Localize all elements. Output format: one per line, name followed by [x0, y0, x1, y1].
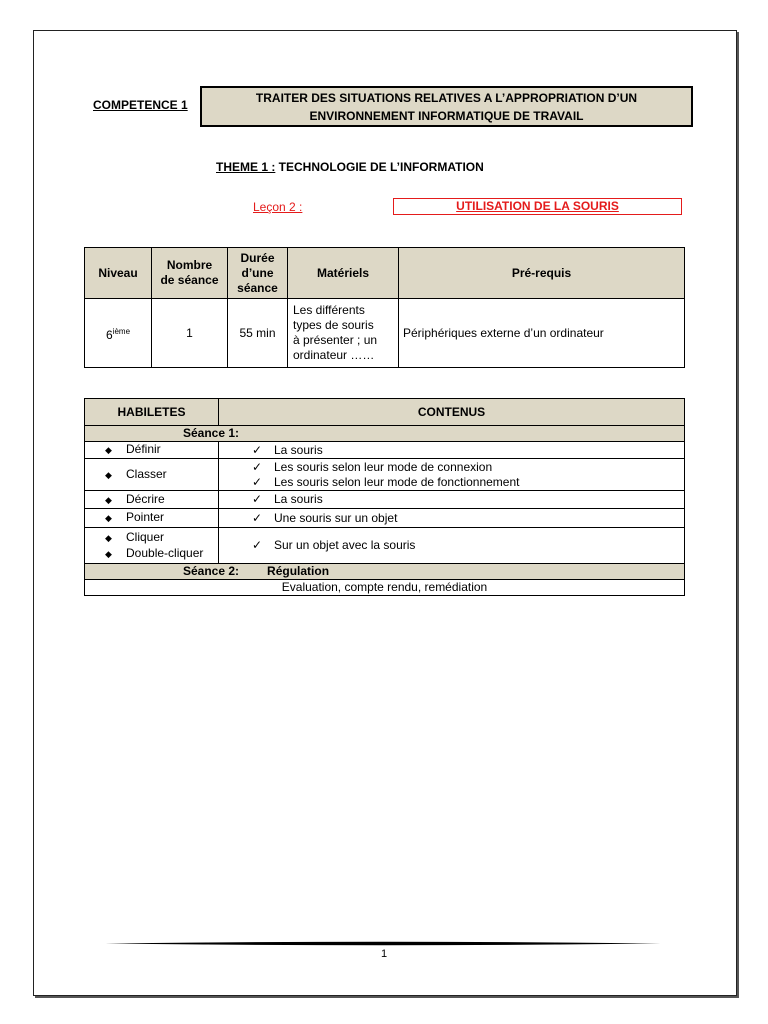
theme-name: TECHNOLOGIE DE L’INFORMATION	[275, 160, 484, 174]
lesson-info-table	[84, 247, 685, 368]
theme-prefix: THEME 1 :	[216, 160, 276, 174]
seance2-label: Séance 2:	[183, 564, 240, 578]
checkmark-icon: ✓	[252, 474, 263, 489]
lecon-label: Leçon 2 :	[253, 200, 303, 214]
diamond-bullet-icon: ◆	[105, 548, 112, 559]
competence-title-box	[200, 86, 693, 127]
competence-title-line2: ENVIRONNEMENT INFORMATIQUE DE TRAVAIL	[309, 108, 584, 123]
contenu-cell: ✓ La souris	[219, 442, 685, 459]
skills-header-row	[85, 399, 685, 426]
diamond-bullet-icon: ◆	[105, 469, 112, 480]
header-materiels: Matériels	[288, 248, 399, 299]
checkmark-icon: ✓	[252, 459, 263, 474]
checkmark-icon: ✓	[252, 492, 263, 506]
seance2-content: Evaluation, compte rendu, remédiation	[85, 580, 685, 596]
header-habiletes: HABILETES	[85, 399, 219, 426]
seance2-row	[85, 564, 685, 580]
header-niveau: Niveau	[85, 248, 152, 299]
header-duree: Durée d’une séance	[228, 248, 288, 299]
seance2-content-row	[85, 580, 685, 596]
table-row	[85, 442, 685, 459]
lecon-title: UTILISATION DE LA SOURIS	[393, 198, 682, 215]
header-nombre-seance: Nombre de séance	[152, 248, 228, 299]
contenu-cell: ✓ Les souris selon leur mode de connexion ✓ Les souris selon leur mode de fonctionnement	[219, 459, 685, 491]
info-data-row	[85, 299, 685, 368]
seance2-cell	[85, 564, 685, 580]
diamond-bullet-icon: ◆	[105, 445, 112, 455]
seance2-title: Régulation	[267, 564, 330, 578]
competence-title-line1: TRAITER DES SITUATIONS RELATIVES A L’APPROPRIATION D’UN	[255, 90, 638, 105]
info-header-row	[85, 248, 685, 299]
habilete-cell: ◆ Pointer	[85, 509, 219, 528]
table-row	[85, 509, 685, 528]
checkmark-icon: ✓	[252, 442, 263, 457]
theme-title	[216, 160, 484, 174]
habilete-cell: ◆ Définir	[85, 442, 219, 459]
cell-niveau: 6ième	[85, 299, 152, 368]
diamond-bullet-icon: ◆	[105, 532, 112, 543]
habilete-cell: ◆ Classer	[85, 459, 219, 491]
contenu-cell: ✓ La souris	[219, 491, 685, 509]
table-row	[85, 528, 685, 564]
footer-divider	[105, 941, 661, 946]
checkmark-icon: ✓	[252, 510, 263, 525]
contenu-cell: ✓ Sur un objet avec la souris	[219, 528, 685, 564]
diamond-bullet-icon: ◆	[105, 494, 112, 505]
skills-content-table	[84, 398, 685, 596]
contenu-cell: ✓ Une souris sur un objet	[219, 509, 685, 528]
checkmark-icon: ✓	[252, 538, 263, 552]
cell-duree: 55 min	[228, 299, 288, 368]
seance1-label: Séance 1:	[85, 426, 685, 442]
cell-materiels: Les différents types de souris à présenter ; un ordinateur ……	[288, 299, 399, 368]
diamond-bullet-icon: ◆	[105, 513, 112, 523]
cell-nombre: 1	[152, 299, 228, 368]
habilete-cell: ◆ Décrire	[85, 491, 219, 509]
header-prerequis: Pré-requis	[399, 248, 685, 299]
cell-prerequis: Périphériques externe d’un ordinateur	[399, 299, 685, 368]
table-row	[85, 491, 685, 509]
seance1-row	[85, 426, 685, 442]
page-number: 1	[380, 948, 388, 960]
competence-label: COMPETENCE 1	[93, 98, 188, 112]
table-row	[85, 459, 685, 491]
header-contenus: CONTENUS	[219, 399, 685, 426]
habilete-cell: ◆ Cliquer ◆ Double-cliquer	[85, 528, 219, 564]
